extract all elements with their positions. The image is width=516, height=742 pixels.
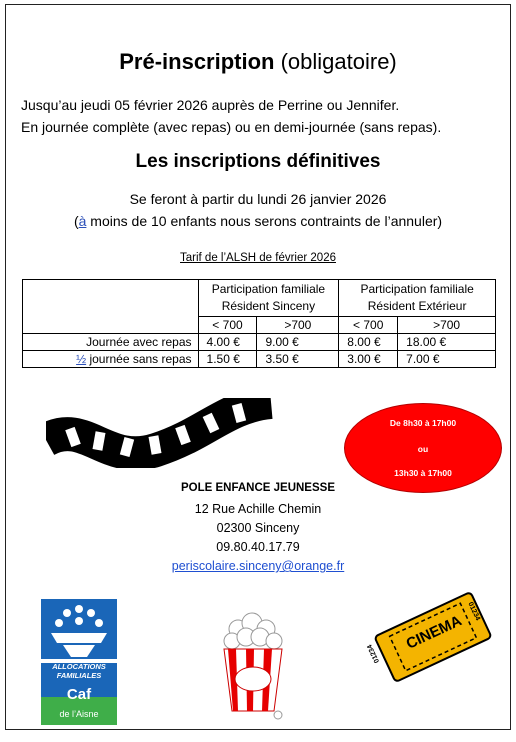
sub-cell: >700 bbox=[257, 317, 339, 334]
price-cell: 4.00 € bbox=[198, 334, 257, 351]
tarif-table bbox=[22, 279, 496, 368]
logo-line-2: FAMILIALES bbox=[56, 671, 102, 680]
address-city: 02300 Sinceny bbox=[216, 521, 300, 535]
definitive-line-2: (à moins de 10 enfants nous serons contraints de l’annuler) bbox=[73, 213, 443, 229]
email-line bbox=[6, 559, 510, 573]
caf-logo bbox=[41, 599, 117, 725]
phone-number: 09.80.40.17.79 bbox=[216, 540, 300, 554]
hours-badge bbox=[344, 403, 502, 493]
logo-caf: Caf bbox=[66, 686, 92, 703]
definitive-heading: Les inscriptions définitives bbox=[135, 151, 381, 172]
tarif-caption: Tarif de l’ALSH de février 2026 bbox=[180, 252, 336, 264]
row-label: Journée avec repas bbox=[23, 334, 199, 351]
film-strip-icon bbox=[46, 398, 276, 468]
sub-cell: < 700 bbox=[339, 317, 398, 334]
hours-or: ou bbox=[417, 444, 429, 454]
subheader-row bbox=[23, 317, 496, 334]
hours-line-1: De 8h30 à 17h00 bbox=[389, 418, 457, 428]
flyer-page bbox=[5, 4, 511, 730]
table-row bbox=[23, 334, 496, 351]
price-cell: 3.50 € bbox=[257, 351, 339, 368]
price-cell: 1.50 € bbox=[198, 351, 257, 368]
price-cell: 8.00 € bbox=[339, 334, 398, 351]
ticket-number-left: 01234 bbox=[366, 643, 382, 664]
logo-dept: de l’Aisne bbox=[59, 709, 99, 719]
hours-line-2: 13h30 à 17h00 bbox=[394, 468, 452, 478]
intro-line-1: Jusqu’au jeudi 05 février 2026 auprès de Perrine ou Jennifer. bbox=[21, 97, 400, 113]
corner-cell bbox=[23, 280, 199, 317]
price-cell: 18.00 € bbox=[398, 334, 496, 351]
sub-cell: >700 bbox=[398, 317, 496, 334]
ticket-number-right: 01234 bbox=[466, 601, 482, 622]
sub-cell: < 700 bbox=[198, 317, 257, 334]
email-link[interactable]: periscolaire.sinceny@orange.fr bbox=[171, 559, 345, 573]
cinema-ticket bbox=[366, 590, 494, 689]
title-rest: (obligatoire) bbox=[274, 49, 397, 74]
row-label: ½ journée sans repas bbox=[23, 351, 199, 368]
org-name: POLE ENFANCE JEUNESSE bbox=[180, 482, 335, 494]
header-sinceny: Participation familiale Résident Sinceny bbox=[198, 280, 339, 317]
underlined-a: à bbox=[78, 213, 87, 229]
intro-line-2: En journée complète (avec repas) ou en demi-journée (sans repas). bbox=[21, 119, 442, 135]
price-cell: 9.00 € bbox=[257, 334, 339, 351]
price-cell: 7.00 € bbox=[398, 351, 496, 368]
title-bold: Pré-inscription bbox=[119, 49, 275, 74]
popcorn-icon bbox=[218, 611, 288, 723]
table-row bbox=[23, 351, 496, 368]
logo-line-1: ALLOCATIONS bbox=[52, 662, 106, 671]
page-title bbox=[6, 49, 510, 75]
ticket-word: CINEMA bbox=[403, 612, 465, 653]
address-street: 12 Rue Achille Chemin bbox=[194, 502, 322, 516]
definitive-line-1: Se feront à partir du lundi 26 janvier 2026 bbox=[129, 191, 387, 207]
price-cell: 3.00 € bbox=[339, 351, 398, 368]
header-exterieur: Participation familiale Résident Extérieur bbox=[339, 280, 496, 317]
